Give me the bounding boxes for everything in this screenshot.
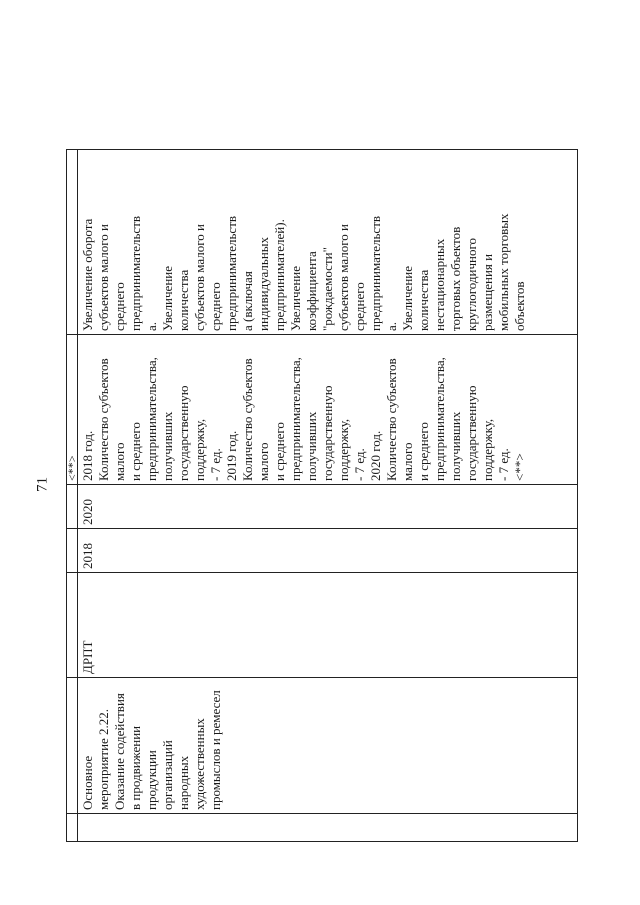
start-year-cell: 2018 (78, 529, 578, 573)
cell-blank (67, 678, 78, 814)
results-cell: Увеличение оборота субъектов малого и среднего предпринимательств а. Увеличение количества субъектов малого и среднего предпринимательств а (включая индивидуальных предпринимателей). Увеличение коэффициента "рождаемости" субъектов малого и среднего предпринимательств а. Увеличение количества нестационарных торговых объектов круглогодичного размещения и мобильных торговых объектов (78, 150, 578, 335)
page-number: 71 (34, 477, 51, 492)
table-top-row (67, 150, 78, 842)
executor-cell: ДРПТ (78, 573, 578, 678)
program-table (66, 149, 578, 842)
cell-blank (67, 573, 78, 678)
cell-blank (67, 529, 78, 573)
table-row (78, 150, 578, 842)
cell-blank (67, 814, 78, 842)
top-note-cell: <**> (67, 335, 78, 485)
indicators-cell: 2018 год. Количество субъектов малого и среднего предпринимательства, получивших государственную поддержку, - 7 ед. 2019 год. Количество субъектов малого и среднего предпринимательства, получивших государственную поддержку, - 7 ед. 2020 год. Количество субъектов малого и среднего предпринимательства, получивших государственную поддержку, - 7 ед. <**> (78, 335, 578, 485)
activity-name-cell: Основное мероприятие 2.22. Оказание содействия в продвижении продукции организаций народных художественных промыслов и ремесел (78, 678, 578, 814)
rotated-table-wrapper (66, 150, 578, 842)
cell-blank (67, 150, 78, 335)
row-number-cell (78, 814, 578, 842)
cell-blank (67, 485, 78, 529)
end-year-cell: 2020 (78, 485, 578, 529)
